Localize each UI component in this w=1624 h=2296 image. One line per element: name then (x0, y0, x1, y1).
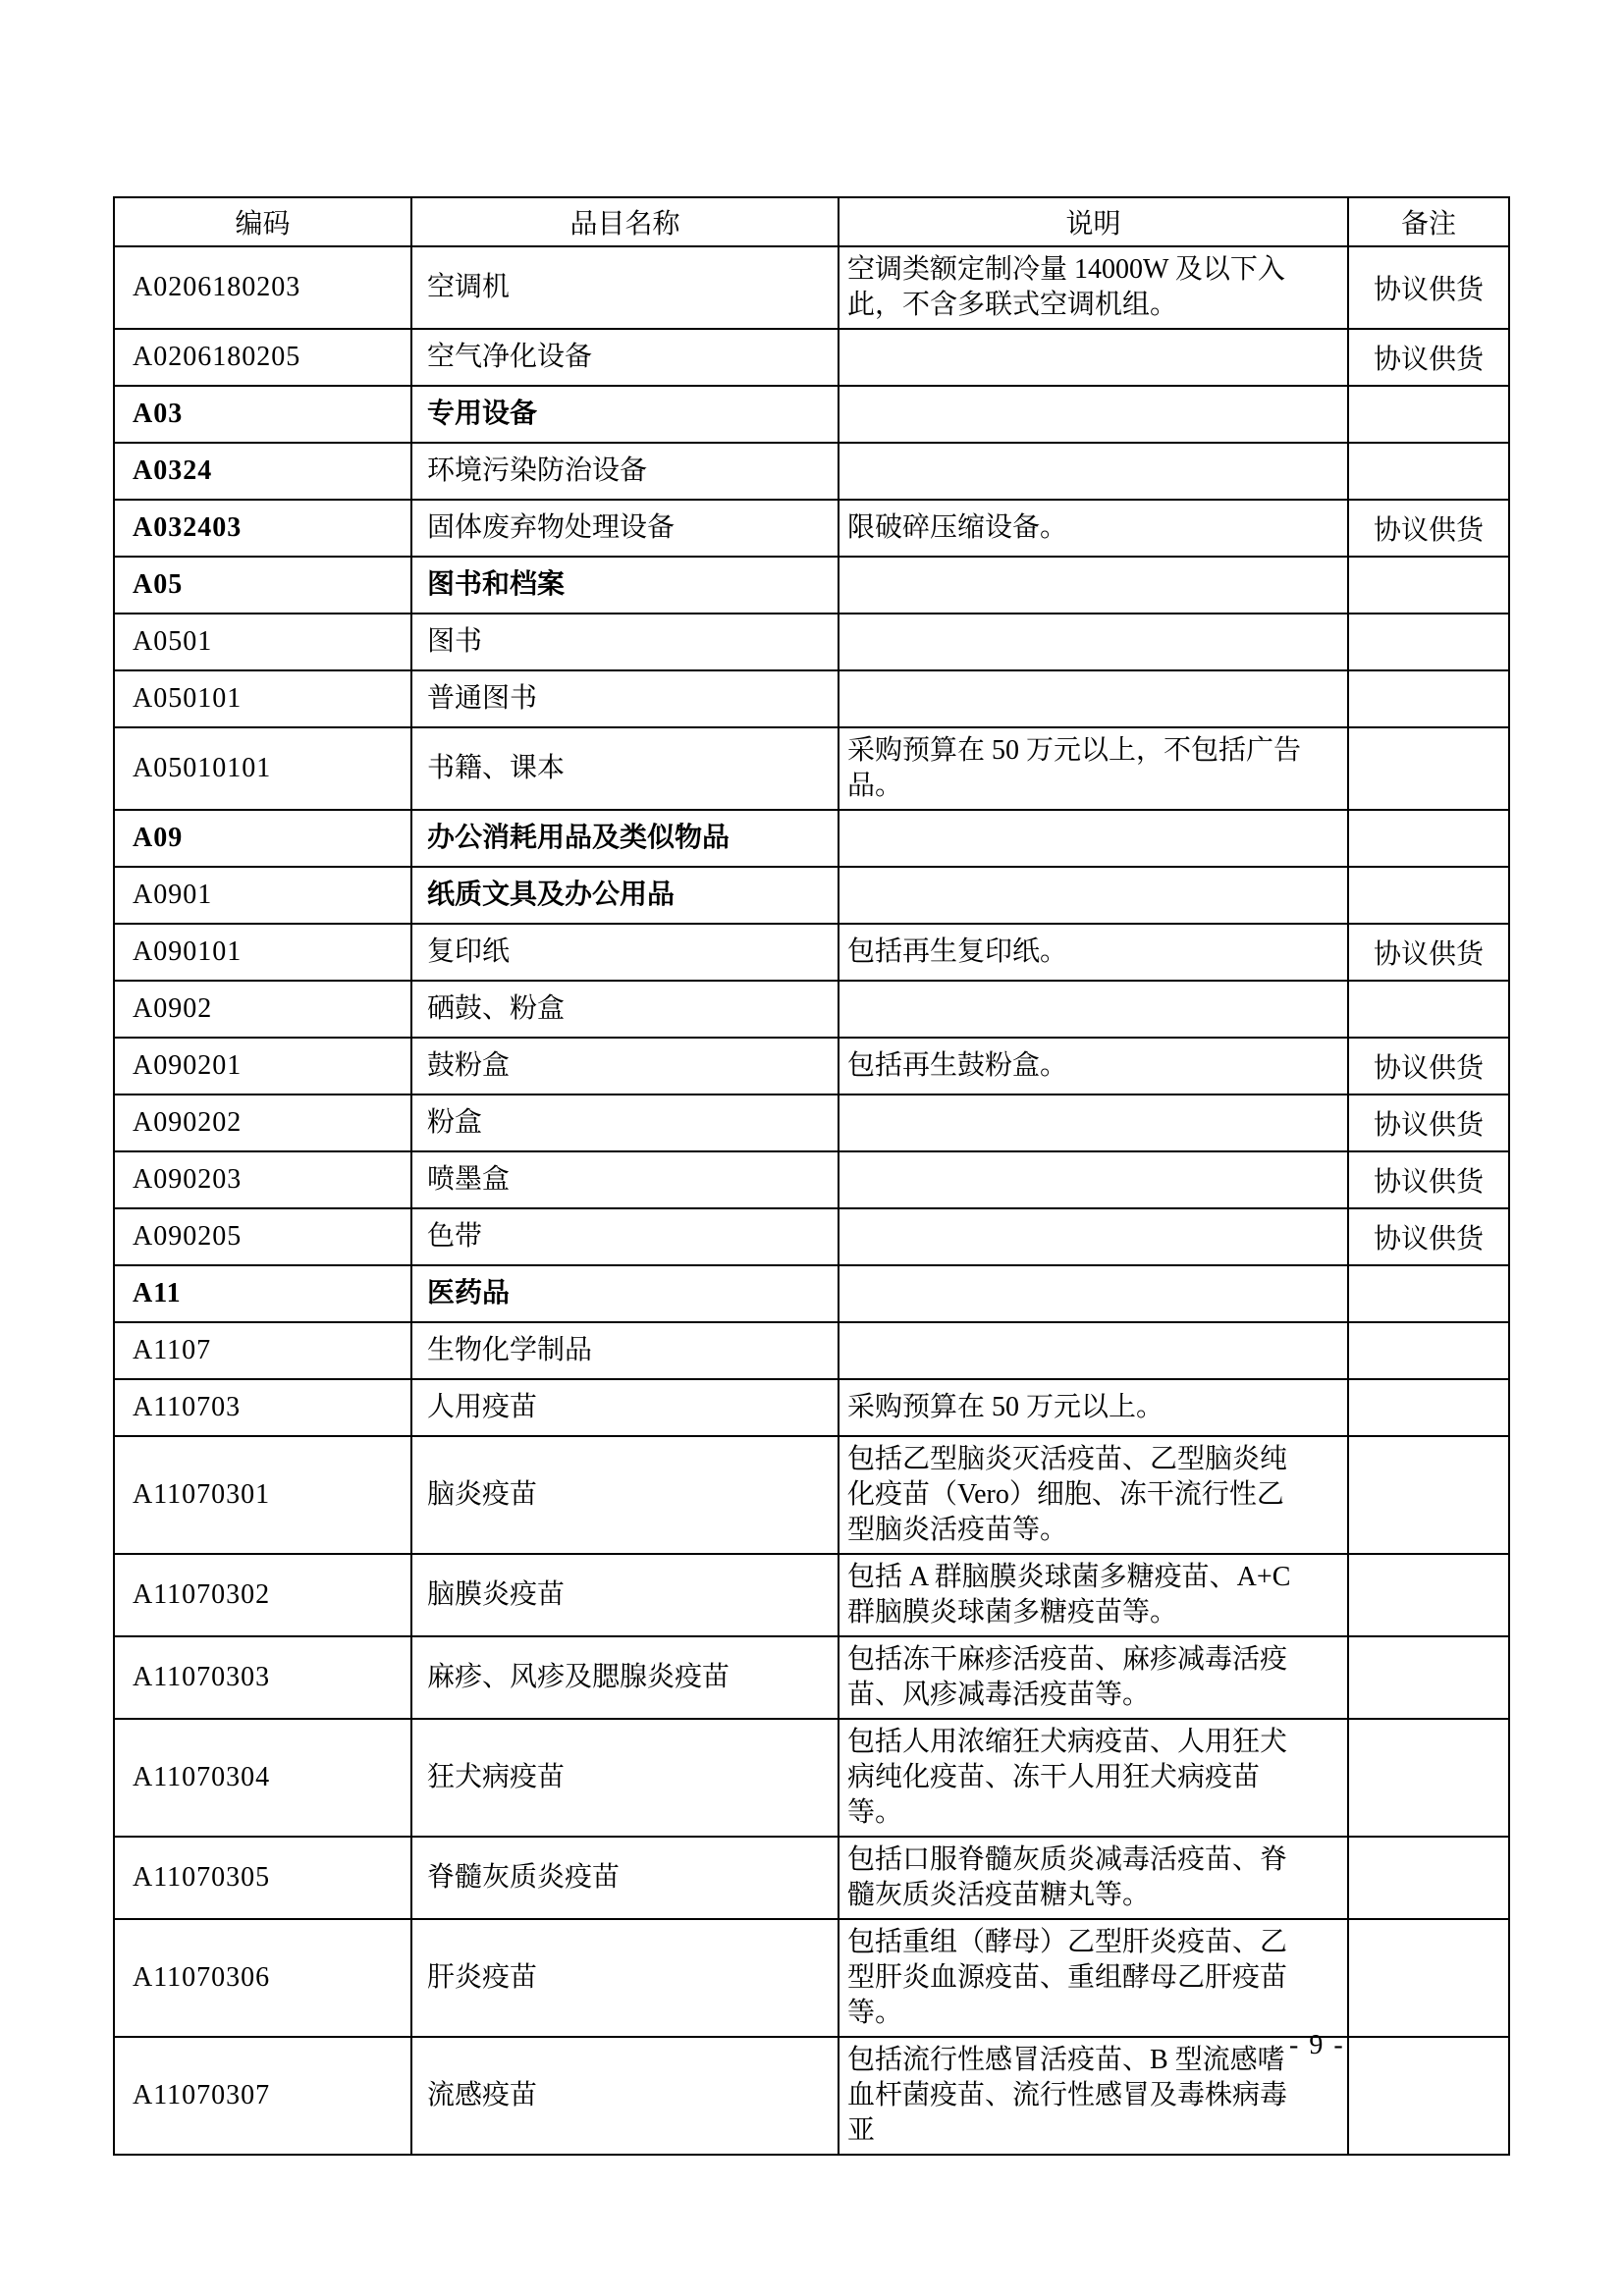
table-row (114, 329, 1509, 386)
cell-code: A0501 (114, 614, 411, 670)
table-header-row (114, 197, 1509, 246)
cell-item-name: 普通图书 (411, 670, 839, 727)
cell-code: A09 (114, 810, 411, 867)
cell-item-name: 医药品 (411, 1265, 839, 1322)
cell-remark (1348, 1636, 1509, 1719)
table-row (114, 1719, 1509, 1837)
table-row (114, 1095, 1509, 1151)
cell-remark (1348, 981, 1509, 1038)
table-row (114, 924, 1509, 981)
cell-remark (1348, 727, 1509, 810)
cell-item-name: 空气净化设备 (411, 329, 839, 386)
cell-code: A090201 (114, 1038, 411, 1095)
cell-code: A090101 (114, 924, 411, 981)
table-row (114, 443, 1509, 500)
header-code: 编码 (114, 197, 411, 246)
cell-description (839, 1151, 1348, 1208)
table-row (114, 557, 1509, 614)
table-row (114, 1151, 1509, 1208)
cell-description: 包括人用浓缩狂犬病疫苗、人用狂犬病纯化疫苗、冻干人用狂犬病疫苗等。 (839, 1719, 1348, 1837)
cell-item-name: 空调机 (411, 246, 839, 329)
cell-item-name: 纸质文具及办公用品 (411, 867, 839, 924)
cell-item-name: 专用设备 (411, 386, 839, 443)
page-number: - 9 - (1289, 2030, 1345, 2060)
table-row (114, 246, 1509, 329)
cell-remark (1348, 1379, 1509, 1436)
cell-item-name: 麻疹、风疹及腮腺炎疫苗 (411, 1636, 839, 1719)
cell-description (839, 867, 1348, 924)
cell-code: A0901 (114, 867, 411, 924)
header-item-name: 品目名称 (411, 197, 839, 246)
table-row (114, 614, 1509, 670)
cell-code: A11 (114, 1265, 411, 1322)
procurement-items-table (113, 196, 1510, 2156)
cell-item-name: 脑炎疫苗 (411, 1436, 839, 1554)
table-row (114, 1379, 1509, 1436)
header-description: 说明 (839, 197, 1348, 246)
table-row (114, 867, 1509, 924)
cell-description (839, 386, 1348, 443)
cell-code: A03 (114, 386, 411, 443)
cell-remark (1348, 1554, 1509, 1636)
table-row (114, 1436, 1509, 1554)
table-row (114, 1265, 1509, 1322)
table-row (114, 1554, 1509, 1636)
cell-remark (1348, 670, 1509, 727)
cell-item-name: 图书 (411, 614, 839, 670)
cell-remark: 协议供货 (1348, 1038, 1509, 1095)
cell-item-name: 脑膜炎疫苗 (411, 1554, 839, 1636)
cell-item-name: 喷墨盒 (411, 1151, 839, 1208)
cell-remark (1348, 867, 1509, 924)
cell-code: A032403 (114, 500, 411, 557)
cell-code: A0902 (114, 981, 411, 1038)
cell-item-name: 固体废弃物处理设备 (411, 500, 839, 557)
cell-code: A11070303 (114, 1636, 411, 1719)
cell-code: A090205 (114, 1208, 411, 1265)
table-row (114, 810, 1509, 867)
cell-description (839, 670, 1348, 727)
table-row (114, 1038, 1509, 1095)
cell-description (839, 614, 1348, 670)
cell-description: 限破碎压缩设备。 (839, 500, 1348, 557)
table-row (114, 386, 1509, 443)
cell-remark (1348, 1919, 1509, 2037)
cell-code: A05 (114, 557, 411, 614)
table-row (114, 1322, 1509, 1379)
table-row (114, 981, 1509, 1038)
cell-item-name: 色带 (411, 1208, 839, 1265)
table-row (114, 1636, 1509, 1719)
cell-description (839, 1265, 1348, 1322)
cell-code: A05010101 (114, 727, 411, 810)
cell-description: 包括口服脊髓灰质炎减毒活疫苗、脊髓灰质炎活疫苗糖丸等。 (839, 1837, 1348, 1919)
table-body (114, 246, 1509, 2155)
table-row (114, 670, 1509, 727)
cell-item-name: 肝炎疫苗 (411, 1919, 839, 2037)
cell-code: A110703 (114, 1379, 411, 1436)
cell-code: A090203 (114, 1151, 411, 1208)
cell-remark (1348, 1719, 1509, 1837)
cell-remark: 协议供货 (1348, 924, 1509, 981)
cell-description: 包括冻干麻疹活疫苗、麻疹减毒活疫苗、风疹减毒活疫苗等。 (839, 1636, 1348, 1719)
cell-item-name: 粉盒 (411, 1095, 839, 1151)
cell-remark (1348, 443, 1509, 500)
cell-remark: 协议供货 (1348, 1208, 1509, 1265)
cell-remark (1348, 1322, 1509, 1379)
cell-code: A1107 (114, 1322, 411, 1379)
cell-item-name: 狂犬病疫苗 (411, 1719, 839, 1837)
cell-remark (1348, 614, 1509, 670)
cell-item-name: 流感疫苗 (411, 2037, 839, 2155)
cell-code: A11070305 (114, 1837, 411, 1919)
cell-remark (1348, 1837, 1509, 1919)
table-row (114, 1837, 1509, 1919)
cell-item-name: 复印纸 (411, 924, 839, 981)
cell-code: A0206180203 (114, 246, 411, 329)
cell-description: 采购预算在 50 万元以上，不包括广告品。 (839, 727, 1348, 810)
cell-description (839, 1208, 1348, 1265)
table-header (114, 197, 1509, 246)
cell-description: 包括再生复印纸。 (839, 924, 1348, 981)
cell-description: 包括乙型脑炎灭活疫苗、乙型脑炎纯化疫苗（Vero）细胞、冻干流行性乙型脑炎活疫苗等。 (839, 1436, 1348, 1554)
cell-description (839, 329, 1348, 386)
cell-item-name: 鼓粉盒 (411, 1038, 839, 1095)
cell-description: 空调类额定制冷量 14000W 及以下入此，不含多联式空调机组。 (839, 246, 1348, 329)
table-row (114, 1208, 1509, 1265)
cell-remark (1348, 1436, 1509, 1554)
cell-item-name: 办公消耗用品及类似物品 (411, 810, 839, 867)
cell-item-name: 硒鼓、粉盒 (411, 981, 839, 1038)
cell-remark (1348, 386, 1509, 443)
cell-remark (1348, 557, 1509, 614)
cell-description: 包括 A 群脑膜炎球菌多糖疫苗、A+C 群脑膜炎球菌多糖疫苗等。 (839, 1554, 1348, 1636)
cell-code: A11070304 (114, 1719, 411, 1837)
cell-item-name: 人用疫苗 (411, 1379, 839, 1436)
cell-item-name: 脊髓灰质炎疫苗 (411, 1837, 839, 1919)
cell-description (839, 981, 1348, 1038)
cell-remark: 协议供货 (1348, 1095, 1509, 1151)
header-remark: 备注 (1348, 197, 1509, 246)
cell-remark (1348, 2037, 1509, 2155)
cell-description (839, 1322, 1348, 1379)
cell-code: A11070301 (114, 1436, 411, 1554)
cell-code: A11070307 (114, 2037, 411, 2155)
cell-remark (1348, 1265, 1509, 1322)
cell-code: A090202 (114, 1095, 411, 1151)
cell-code: A11070302 (114, 1554, 411, 1636)
cell-remark: 协议供货 (1348, 1151, 1509, 1208)
cell-description (839, 443, 1348, 500)
cell-item-name: 环境污染防治设备 (411, 443, 839, 500)
cell-code: A050101 (114, 670, 411, 727)
cell-remark: 协议供货 (1348, 246, 1509, 329)
cell-item-name: 生物化学制品 (411, 1322, 839, 1379)
cell-description (839, 1095, 1348, 1151)
table-row (114, 727, 1509, 810)
cell-remark: 协议供货 (1348, 500, 1509, 557)
cell-code: A0324 (114, 443, 411, 500)
cell-description: 包括流行性感冒活疫苗、B 型流感嗜血杆菌疫苗、流行性感冒及毒株病毒亚 (839, 2037, 1348, 2155)
cell-item-name: 书籍、课本 (411, 727, 839, 810)
cell-description: 采购预算在 50 万元以上。 (839, 1379, 1348, 1436)
cell-description: 包括重组（酵母）乙型肝炎疫苗、乙型肝炎血源疫苗、重组酵母乙肝疫苗等。 (839, 1919, 1348, 2037)
table-row (114, 1919, 1509, 2037)
cell-description: 包括再生鼓粉盒。 (839, 1038, 1348, 1095)
cell-code: A0206180205 (114, 329, 411, 386)
cell-remark: 协议供货 (1348, 329, 1509, 386)
table-row (114, 500, 1509, 557)
cell-description (839, 557, 1348, 614)
cell-item-name: 图书和档案 (411, 557, 839, 614)
cell-code: A11070306 (114, 1919, 411, 2037)
cell-remark (1348, 810, 1509, 867)
cell-description (839, 810, 1348, 867)
